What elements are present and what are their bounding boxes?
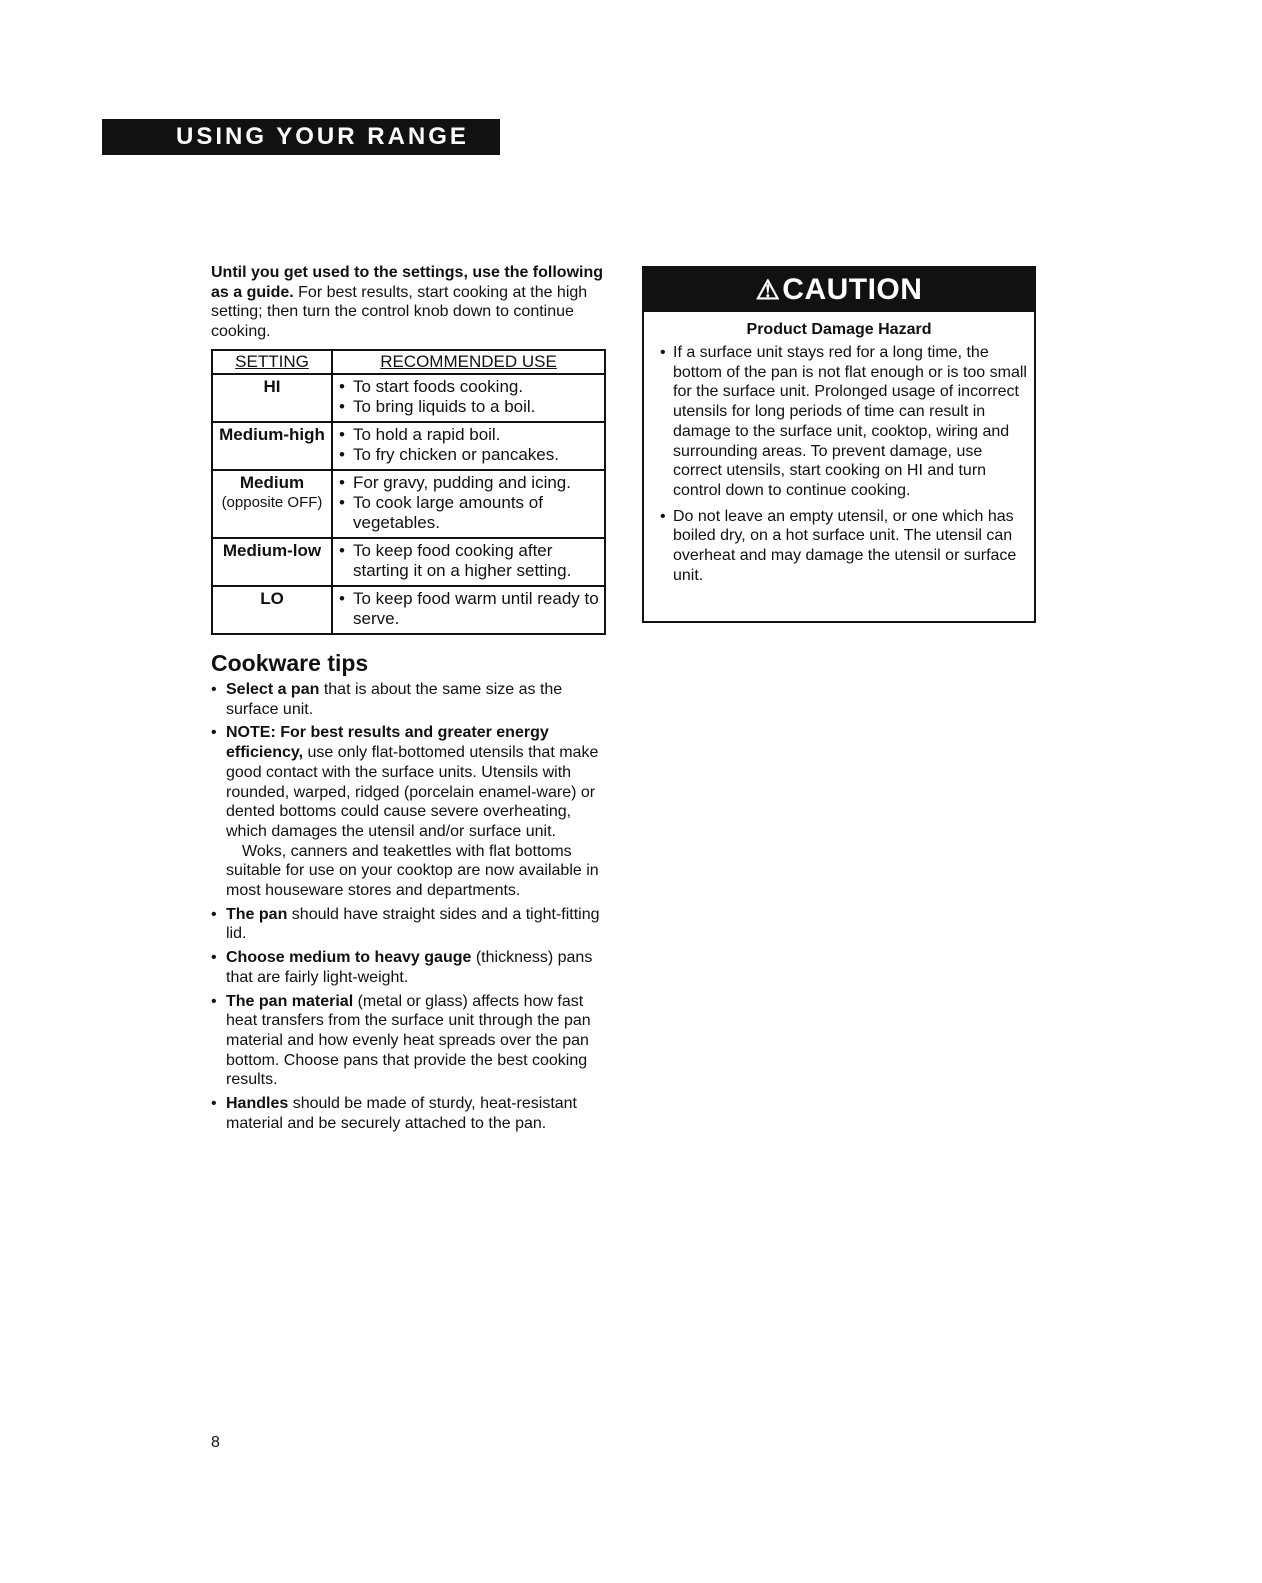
table-row bbox=[212, 586, 605, 634]
use-item: • To keep food warm until ready to serve. bbox=[339, 589, 600, 629]
intro-text: For best results, start cooking at the high setting; then turn the control knob down to continue cooking. bbox=[211, 283, 588, 340]
setting-cell: LO bbox=[212, 586, 332, 634]
warning-triangle-icon: ⚠ bbox=[755, 275, 781, 305]
setting-cell: Medium (opposite OFF) bbox=[212, 470, 332, 538]
settings-table-header bbox=[212, 350, 605, 374]
list-item: • The pan should have straight sides and a tight-fitting lid. bbox=[211, 905, 611, 944]
list-item: • Handles should be made of sturdy, heat-resistant material and be securely attached to the pan. bbox=[211, 1094, 611, 1133]
table-row bbox=[212, 422, 605, 470]
intro-bold: Until you get used to the settings, use the following as a guide. bbox=[211, 264, 604, 301]
list-item: • Choose medium to heavy gauge (thickness) pans that are fairly light-weight. bbox=[211, 948, 611, 987]
table-row bbox=[212, 470, 605, 538]
use-cell bbox=[332, 422, 605, 470]
use-cell bbox=[332, 374, 605, 422]
caution-list bbox=[644, 343, 1034, 585]
page-number: 8 bbox=[211, 1434, 220, 1451]
column-header-setting: SETTING bbox=[212, 350, 332, 374]
setting-cell: HI bbox=[212, 374, 332, 422]
caution-header bbox=[644, 268, 1034, 312]
intro-paragraph bbox=[211, 263, 611, 341]
list-item: • Select a pan that is about the same size as the surface unit. bbox=[211, 680, 611, 719]
tip-extra-paragraph: Woks, canners and teakettles with flat bottoms suitable for use on your cooktop are now available in most houseware stores and departments. bbox=[226, 842, 599, 900]
setting-cell: Medium-high bbox=[212, 422, 332, 470]
column-header-recommended-use: RECOMMENDED USE bbox=[332, 350, 605, 374]
section-header: USING YOUR RANGE bbox=[102, 119, 500, 155]
use-cell bbox=[332, 470, 605, 538]
use-item: • For gravy, pudding and icing. bbox=[339, 473, 600, 493]
use-item: • To start foods cooking. bbox=[339, 377, 600, 397]
use-item: • To hold a rapid boil. bbox=[339, 425, 600, 445]
table-row bbox=[212, 374, 605, 422]
use-item: • To keep food cooking after starting it on a higher setting. bbox=[339, 541, 600, 581]
list-item: • The pan material (metal or glass) affects how fast heat transfers from the surface unit through the pan material and how evenly heat spreads over the pan bottom. Choose pans that provide the best cooking results. bbox=[211, 992, 611, 1091]
table-row bbox=[212, 538, 605, 586]
use-cell bbox=[332, 586, 605, 634]
cookware-heading: Cookware tips bbox=[211, 650, 369, 676]
list-item: • Do not leave an empty utensil, or one which has boiled dry, on a hot surface unit. The utensil can overheat and may damage the utensil or surface unit. bbox=[660, 507, 1028, 586]
setting-cell: Medium-low bbox=[212, 538, 332, 586]
use-cell bbox=[332, 538, 605, 586]
cookware-tips-list bbox=[211, 680, 611, 1137]
caution-title: CAUTION bbox=[782, 273, 923, 306]
setting-note: (opposite OFF) bbox=[221, 494, 323, 511]
list-item: • If a surface unit stays red for a long time, the bottom of the pan is not flat enough or is too small for the surface unit. Prolonged usage of incorrect utensils for long periods of time can result in damage to the surface unit, cooktop, wiring and surrounding areas. To prevent damage, use correct utensils, start cooking on HI and turn control down to continue cooking. bbox=[660, 343, 1028, 501]
settings-table bbox=[211, 349, 606, 635]
caution-box bbox=[642, 266, 1036, 623]
list-item: • NOTE: For best results and greater energy efficiency, use only flat-bottomed utensils that make good contact with the surface units. Utensils with rounded, warped, ridged (porcelain enamel-ware) or dented bottoms could cause severe overheating, which damages the utensil and/or surface unit. Woks, canners and teakettles with flat bottoms suitable for use on your cooktop are now available in most houseware stores and departments. bbox=[211, 723, 611, 900]
use-item: • To fry chicken or pancakes. bbox=[339, 445, 600, 465]
use-item: • To cook large amounts of vegetables. bbox=[339, 493, 600, 533]
use-item: • To bring liquids to a boil. bbox=[339, 397, 600, 417]
caution-subtitle: Product Damage Hazard bbox=[746, 321, 932, 338]
